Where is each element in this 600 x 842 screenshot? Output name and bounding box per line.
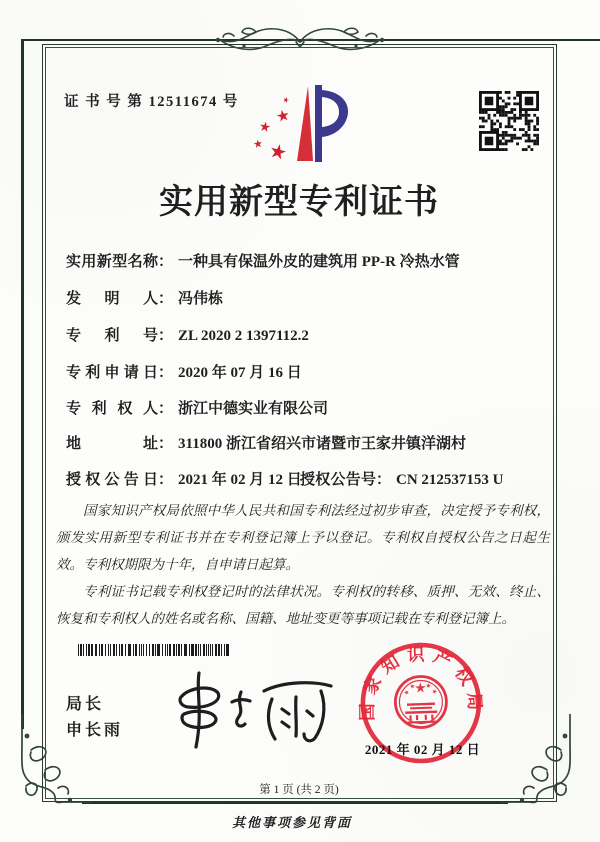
national-emblem-icon [395,676,448,729]
field-row-grant: 授权公告日： 2021 年 02 月 12 日 授权公告号： CN 212537153 U [66,468,550,489]
certificate-number: 证 书 号 第 12511674 号 [64,94,239,110]
field-label: 专利申请日 [66,365,158,381]
field-row-address: 地址： 311800 浙江省绍兴市诸暨市王家井镇洋湖村 [66,432,550,453]
field-value: CN 212537153 U [396,472,504,488]
field-value: 冯伟栋 [178,291,224,307]
cnipa-official-seal [354,638,488,772]
field-value: 浙江中德实业有限公司 [178,401,329,417]
field-row-filing-date: 专利申请日： 2020 年 07 月 16 日 [66,361,550,382]
field-row-patent-number: 专利号： ZL 2020 2 1397112.2 [66,324,550,345]
officer-block [66,692,123,744]
field-label: 地址 [66,436,158,452]
certificate-title: 实用新型专利证书 [159,184,439,221]
field-row-patentee: 专利权人： 浙江中德实业有限公司 [66,397,550,418]
cnipa-patent-logo [252,80,348,164]
field-label: 授权公告日 [66,472,158,488]
barcode [78,644,230,656]
field-label: 发明人 [66,291,158,307]
field-label: 授权公告号 [300,472,376,488]
field-value: 2020 年 07 月 16 日 [178,365,302,381]
field-label: 专利权人 [66,401,158,417]
field-value: ZL 2020 2 1397112.2 [178,328,309,344]
field-value: 311800 浙江省绍兴市诸暨市王家井镇洋湖村 [178,436,466,452]
outer-border-bottom [82,802,508,804]
legal-text [56,497,550,632]
back-side-note: 其他事项参见背面 [231,815,352,830]
officer-name: 申长雨 [66,722,124,739]
officer-title: 局长 [66,696,105,713]
qr-code [479,91,539,151]
field-value: 一种具有保温外皮的建筑用 PP-R 冷热水管 [178,254,460,270]
field-row-inventor: 发明人： 冯伟栋 [66,287,550,308]
shen-changyu-handwritten-signature-icon [168,666,343,756]
field-label: 实用新型名称 [66,254,158,270]
page-indicator: 第 1 页 (共 2 页) [259,784,339,796]
seal-date: 2021 年 02 月 12 日 [364,741,481,757]
outer-border-left [21,39,24,729]
field-row-utility-model-name: 实用新型名称： 一种具有保温外皮的建筑用 PP-R 冷热水管 [66,250,550,271]
svg-text:国家知识产权局 [355,642,486,721]
seal-agency-text: 国家知识产权局 [357,644,486,721]
field-label: 专利号 [66,328,158,344]
field-value: 2021 年 02 月 12 日 [178,472,302,488]
legal-paragraph: 国家知识产权局依照中华人民共和国专利法经过初步审查，决定授予专利权，颁发实用新型专利证书并在专利登记簿上予以登记。专利权自授权公告之日起生效。专利权期限为十年，自申请日起算。 [56,503,550,572]
legal-paragraph: 专利证书记载专利权登记时的法律状况。专利权的转移、质押、无效、终止、恢复和专利权人的姓名或名称、国籍、地址变更等事项记载在专利登记簿上。 [56,584,550,626]
grant-number-pair: 授权公告号： CN 212537153 U [300,468,504,489]
